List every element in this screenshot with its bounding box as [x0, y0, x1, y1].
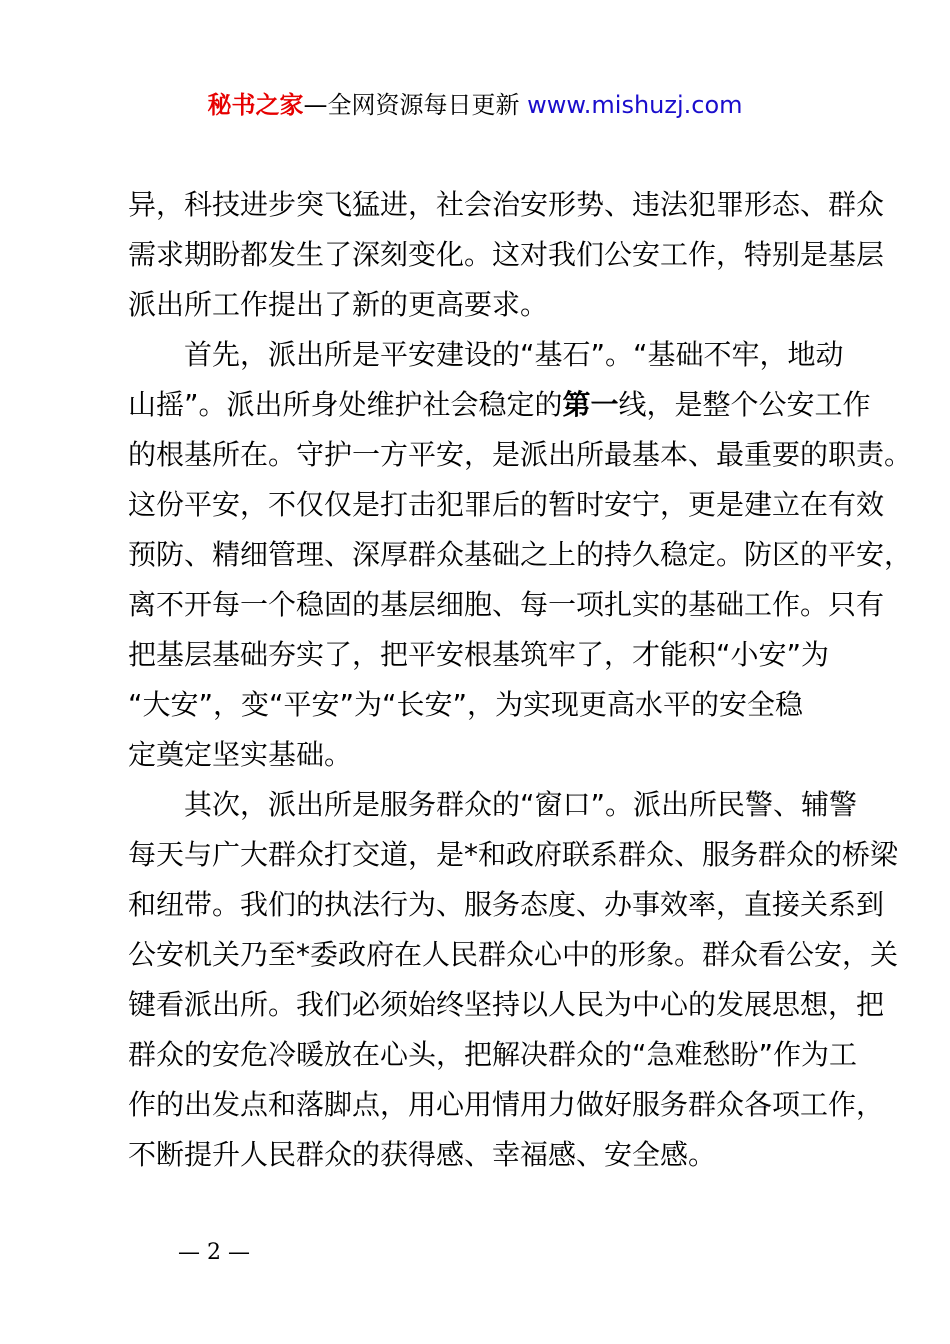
text-line: “大安”，变“平安”为“长安”，为实现更高水平的安全稳 — [128, 688, 804, 721]
text-line: 不断提升人民群众的获得感、幸福感、安全感。 — [128, 1138, 717, 1171]
site-tagline: —全网资源每日更新 — [303, 91, 528, 119]
text-line: 异，科技进步突飞猛进，社会治安形势、违法犯罪形态、群众 — [128, 188, 885, 221]
text-line: 其次，派出所是服务群众的“窗口”。派出所民警、辅警 — [128, 788, 858, 821]
bold-text-segment: 第一 — [562, 388, 619, 421]
text-line: 作的出发点和落脚点，用心用情用力做好服务群众各项工作， — [128, 1088, 885, 1121]
text-line: 每天与广大群众打交道，是*和政府联系群众、服务群众的桥梁 — [128, 838, 899, 871]
text-line: 把基层基础夯实了，把平安根基筑牢了，才能积“小安”为 — [128, 638, 830, 671]
page-number: — 2 — — [178, 1240, 250, 1265]
text-line: 键看派出所。我们必须始终坚持以人民为中心的发展思想，把 — [128, 988, 885, 1021]
text-line: 定奠定坚实基础。 — [128, 738, 353, 771]
text-line: 公安机关乃至*委政府在人民群众心中的形象。群众看公安，关 — [128, 938, 899, 971]
site-brand: 秘书之家 — [207, 91, 304, 119]
text-line — [128, 380, 871, 430]
text-line: 和纽带。我们的执法行为、服务态度、办事效率，直接关系到 — [128, 888, 885, 921]
text-line: 离不开每一个稳固的基层细胞、每一项扎实的基础工作。只有 — [128, 588, 885, 621]
text-segment: 山摇”。派出所身处维护社会稳定的 — [128, 388, 563, 421]
site-url-link[interactable]: www.mishuzj.com — [527, 91, 743, 119]
text-line: 的根基所在。守护一方平安，是派出所最基本、最重要的职责。 — [128, 438, 913, 471]
text-line: 需求期盼都发生了深刻变化。这对我们公安工作，特别是基层 — [128, 238, 885, 271]
text-line: 首先，派出所是平安建设的“基石”。“基础不牢，地动 — [128, 338, 844, 371]
text-line: 群众的安危冷暖放在心头，把解决群众的“急难愁盼”作为工 — [128, 1038, 858, 1071]
text-line: 派出所工作提出了新的更高要求。 — [128, 288, 549, 321]
text-line: 这份平安，不仅仅是打击犯罪后的暂时安宁，更是建立在有效 — [128, 488, 885, 521]
document-body — [128, 180, 913, 1180]
text-line: 预防、精细管理、深厚群众基础之上的持久稳定。防区的平安， — [128, 538, 913, 571]
text-segment: 线，是整个公安工作 — [618, 388, 871, 421]
page-header — [0, 88, 950, 122]
